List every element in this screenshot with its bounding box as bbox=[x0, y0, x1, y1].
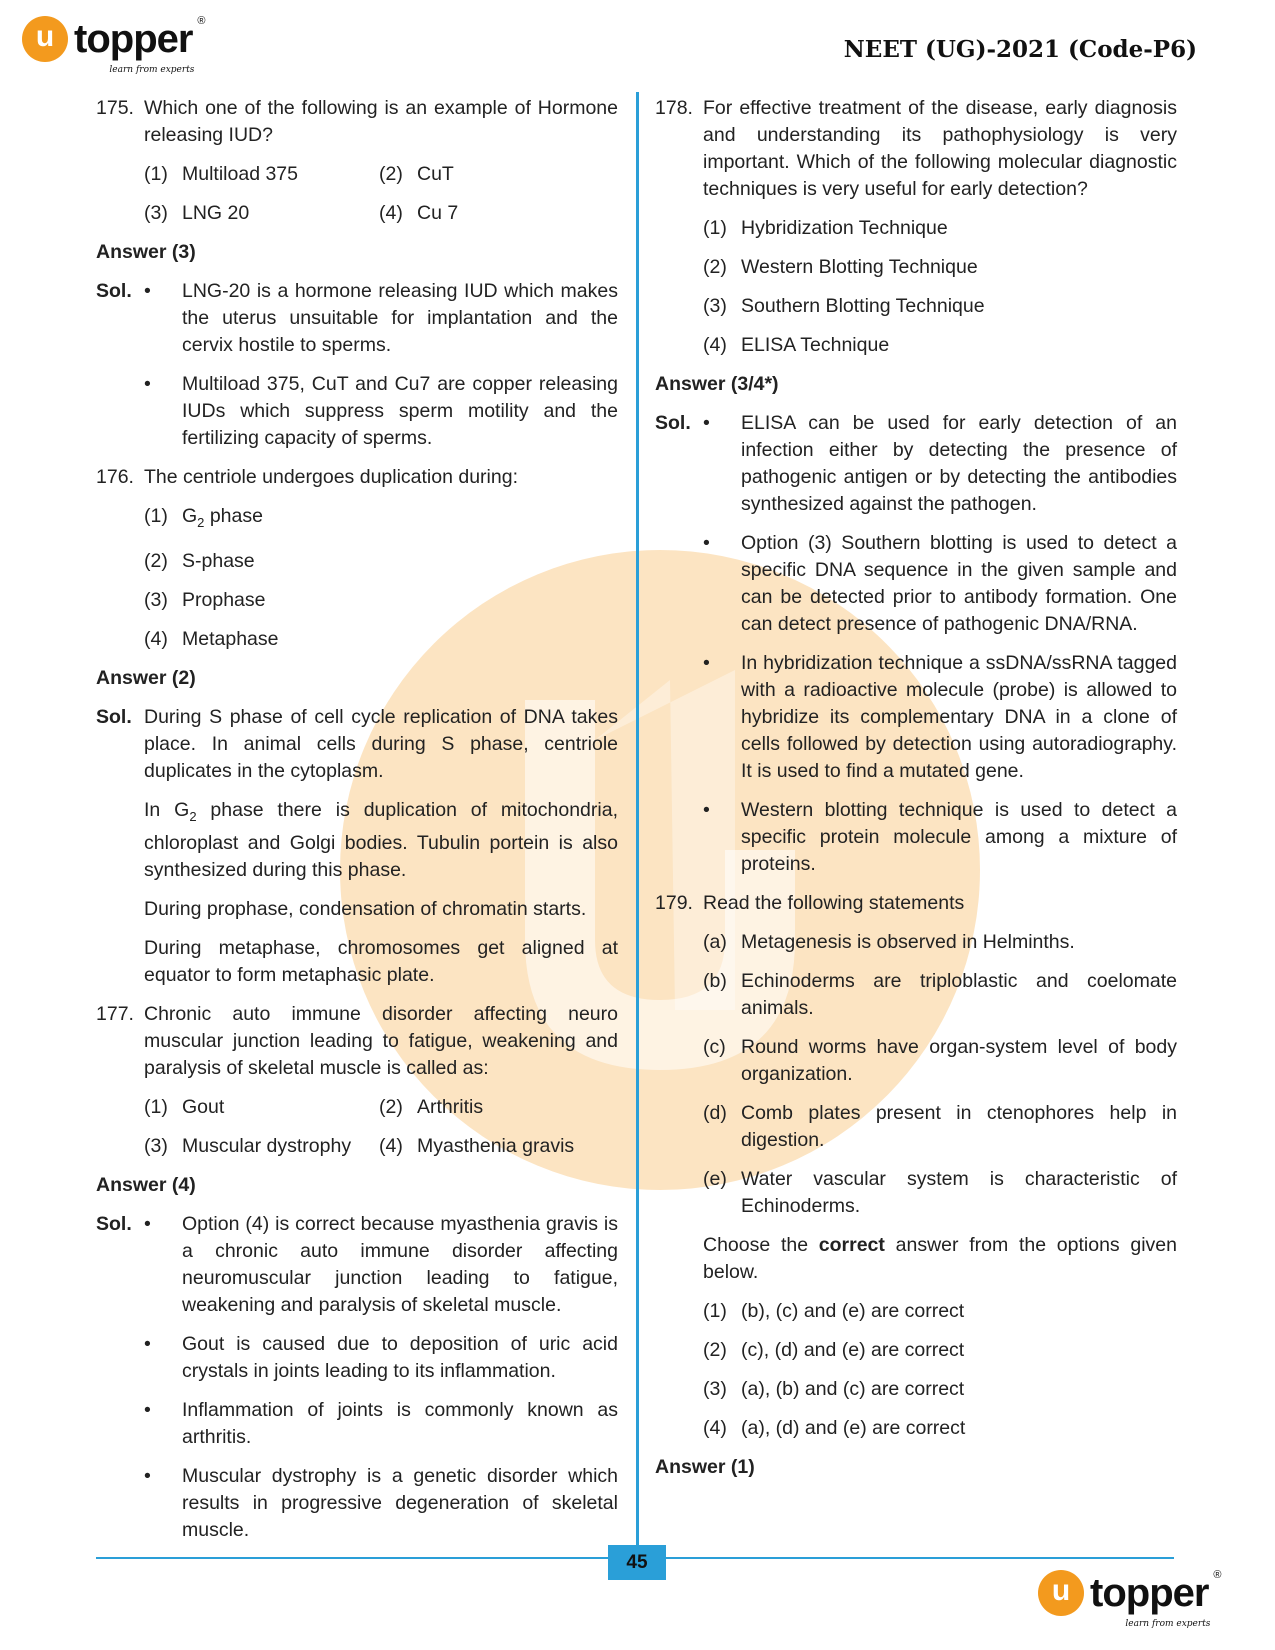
option: (2) CuT bbox=[379, 163, 454, 185]
option: (3) Muscular dystrophy bbox=[144, 1135, 352, 1157]
option: (3) Southern Blotting Technique bbox=[703, 295, 985, 317]
solution-point: Multiload 375, CuT and Cu7 are copper releasing IUDs which suppress sperm motility and the fertilizing capacity of sperms. bbox=[182, 373, 618, 449]
bullet-icon: • bbox=[144, 373, 151, 395]
choose-instruction: Choose the correct answer from the options given below. bbox=[703, 1234, 1178, 1283]
question-number: 177. bbox=[96, 1003, 134, 1025]
solution-175 bbox=[96, 278, 618, 359]
question-175 bbox=[96, 95, 618, 149]
solution-point: Western blotting technique is used to detect a specific protein molecule among a mixture of proteins. bbox=[741, 799, 1177, 875]
solution-point: ELISA can be used for early detection of an infection either by detecting the presence of pathogenic antigen or by detecting the antibodies synthesized against the pathogen. bbox=[741, 412, 1177, 515]
question-number: 175. bbox=[96, 97, 134, 119]
option: (2) S-phase bbox=[144, 550, 255, 572]
brand-tagline: learn from experts bbox=[109, 64, 195, 75]
answer-176: Answer (2) bbox=[96, 667, 196, 689]
question-text: Chronic auto immune disorder affecting neuro muscular junction leading to fatigue, weakening and paralysis of skeletal muscle is called as: bbox=[144, 1003, 618, 1079]
options-179 bbox=[703, 1298, 1177, 1442]
left-column bbox=[96, 95, 618, 1556]
brand-name: topper ® learn from experts bbox=[74, 14, 205, 75]
option: (4) ELISA Technique bbox=[703, 334, 890, 356]
solution-text: During S phase of cell cycle replication of DNA takes place. In animal cells during S phase, centriole duplicates in the cytoplasm. bbox=[144, 706, 618, 782]
topper-logo-footer bbox=[1038, 1568, 1221, 1629]
answer-179: Answer (1) bbox=[655, 1456, 755, 1478]
option: (4) (a), (d) and (e) are correct bbox=[703, 1417, 966, 1439]
solution-point: Muscular dystrophy is a genetic disorder which results in progressive degeneration of skeletal muscle. bbox=[182, 1465, 618, 1541]
option: (1) Gout bbox=[144, 1096, 225, 1118]
question-text: Read the following statements bbox=[703, 892, 965, 914]
statement: (b) Echinoderms are triploblastic and coelomate animals. bbox=[703, 970, 1177, 1019]
answer-175: Answer (3) bbox=[96, 241, 196, 263]
question-number: 178. bbox=[655, 97, 693, 119]
bullet-icon: • bbox=[144, 1333, 151, 1355]
solution-178-point-4 bbox=[655, 797, 1177, 878]
options-175 bbox=[144, 161, 618, 227]
bullet-icon: • bbox=[703, 412, 710, 434]
options-176 bbox=[144, 503, 618, 653]
bullet-icon: • bbox=[144, 280, 151, 302]
question-text: For effective treatment of the disease, early diagnosis and understanding its pathophysiology is very important. Which of the following molecular diagnostic techniques is very useful for early detection? bbox=[703, 97, 1177, 200]
solution-paragraph: In $G_2$ phase there is duplication of mitochondria, chloroplast and Golgi bodies. Tubulin portein is also synthesized during this phase. bbox=[144, 799, 618, 881]
option: (3) Prophase bbox=[144, 589, 266, 611]
statement: (e) Water vascular system is characteristic of Echinoderms. bbox=[703, 1168, 1177, 1217]
solution-point: LNG-20 is a hormone releasing IUD which makes the uterus unsuitable for implantation and the cervix hostile to sperms. bbox=[182, 280, 618, 356]
option: (2) Western Blotting Technique bbox=[703, 256, 978, 278]
option: (1) Hybridization Technique bbox=[703, 217, 948, 239]
bullet-icon: • bbox=[703, 652, 710, 674]
solution-point: Option (3) Southern blotting is used to detect a specific DNA sequence in the given sample and can be detected prior to antibody formation. One can detect presence of pathogenic DNA/RNA. bbox=[741, 532, 1177, 635]
solution-178-point-3 bbox=[655, 650, 1177, 785]
answer-178: Answer (3/4*) bbox=[655, 373, 779, 395]
statement: (d) Comb plates present in ctenophores help in digestion. bbox=[703, 1102, 1177, 1151]
column-divider bbox=[636, 92, 639, 1572]
option: (1) $G_2$ phase bbox=[144, 505, 263, 530]
solution-point: In hybridization technique a ssDNA/ssRNA tagged with a radioactive molecule (probe) is allowed to hybridize its complementary DNA in a clone of cells followed by detection using autoradiography. It is used to find a mutated gene. bbox=[741, 652, 1177, 782]
sol-label: Sol. bbox=[655, 412, 691, 434]
bullet-icon: • bbox=[703, 799, 710, 821]
bullet-icon: • bbox=[703, 532, 710, 554]
solution-177 bbox=[96, 1211, 618, 1319]
question-text: The centriole undergoes duplication during: bbox=[144, 466, 518, 488]
question-number: 176. bbox=[96, 466, 134, 488]
solution-point: Gout is caused due to deposition of uric acid crystals in joints leading to its inflammation. bbox=[182, 1333, 618, 1382]
options-178 bbox=[703, 215, 1177, 359]
statement: (c) Round worms have organ-system level of body organization. bbox=[703, 1036, 1177, 1085]
question-179 bbox=[655, 890, 1177, 917]
option: (4) Cu 7 bbox=[379, 202, 459, 224]
solution-177-point-3 bbox=[96, 1397, 618, 1451]
registered-mark: ® bbox=[1213, 1568, 1221, 1581]
logo-u-icon: u bbox=[1038, 1570, 1084, 1616]
right-column bbox=[655, 95, 1177, 1493]
solution-175-point-2 bbox=[96, 371, 618, 452]
solution-point: Option (4) is correct because myasthenia gravis is a chronic auto immune disorder affecting neuromuscular junction leading to fatigue, weakening and paralysis of skeletal muscle. bbox=[182, 1213, 618, 1316]
question-178 bbox=[655, 95, 1177, 203]
solution-point: Inflammation of joints is commonly known as arthritis. bbox=[182, 1399, 618, 1448]
option: (3) (a), (b) and (c) are correct bbox=[703, 1378, 965, 1400]
registered-mark: ® bbox=[197, 14, 205, 27]
option: (1) (b), (c) and (e) are correct bbox=[703, 1300, 965, 1322]
logo-u-icon: u bbox=[22, 16, 68, 62]
question-177 bbox=[96, 1001, 618, 1082]
statement: (a) Metagenesis is observed in Helminths. bbox=[703, 931, 1075, 953]
option: (1) Multiload 375 bbox=[144, 163, 298, 185]
sol-label: Sol. bbox=[96, 706, 132, 728]
solution-paragraph: During prophase, condensation of chromatin starts. bbox=[144, 898, 587, 920]
answer-177: Answer (4) bbox=[96, 1174, 196, 1196]
solution-177-point-2 bbox=[96, 1331, 618, 1385]
exam-title: NEET (UG)-2021 (Code-P6) bbox=[843, 36, 1197, 63]
brand-tagline: learn from experts bbox=[1125, 1618, 1211, 1629]
topper-logo bbox=[22, 14, 205, 75]
solution-paragraph: During metaphase, chromosomes get aligned at equator to form metaphasic plate. bbox=[144, 937, 618, 986]
bullet-icon: • bbox=[144, 1399, 151, 1421]
solution-178 bbox=[655, 410, 1177, 518]
question-176 bbox=[96, 464, 618, 491]
option: (2) (c), (d) and (e) are correct bbox=[703, 1339, 965, 1361]
page-number: 45 bbox=[608, 1545, 666, 1580]
options-177 bbox=[144, 1094, 618, 1160]
question-number: 179. bbox=[655, 892, 693, 914]
option: (2) Arthritis bbox=[379, 1096, 484, 1118]
solution-176 bbox=[96, 704, 618, 785]
question-text: Which one of the following is an example of Hormone releasing IUD? bbox=[144, 97, 618, 146]
statements-179 bbox=[703, 929, 1177, 1220]
option: (3) LNG 20 bbox=[144, 202, 250, 224]
bullet-icon: • bbox=[144, 1465, 151, 1487]
sol-label: Sol. bbox=[96, 1213, 132, 1235]
bullet-icon: • bbox=[144, 1213, 151, 1235]
solution-178-point-2 bbox=[655, 530, 1177, 638]
sol-label: Sol. bbox=[96, 280, 132, 302]
solution-177-point-4 bbox=[96, 1463, 618, 1544]
option: (4) Myasthenia gravis bbox=[379, 1135, 575, 1157]
brand-name: topper ® learn from experts bbox=[1090, 1568, 1221, 1629]
option: (4) Metaphase bbox=[144, 628, 279, 650]
